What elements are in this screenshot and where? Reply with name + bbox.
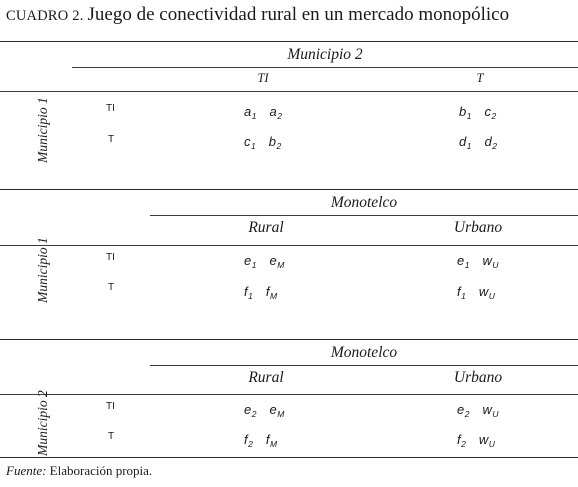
panel2-header: Monotelco xyxy=(330,194,398,211)
panel1-row-group-label: Municipio 1 xyxy=(35,97,50,163)
panel1-row2-col1: $c_1$ $b_2$ xyxy=(244,134,282,151)
panel2-row2-label: T xyxy=(108,282,115,293)
table-caption: Juego de conectividad rural en un mercado monopólico xyxy=(87,4,510,25)
panel2-row1-label: TI xyxy=(106,252,115,263)
panel1-colhead-rule xyxy=(0,91,578,92)
panel1-header-rule xyxy=(72,67,578,68)
panel2-row-group-label: Municipio 1 xyxy=(35,237,50,303)
panel3-row2-col2: $f_2$ $w_U$ xyxy=(457,432,495,449)
panel3-row2-col1: $f_2$ $f_M$ xyxy=(244,432,278,449)
source-text: Elaboración propia. xyxy=(49,463,153,478)
panel2-colhead-rule xyxy=(0,245,578,246)
panel2-top-rule xyxy=(0,189,578,190)
panel2-row1-col2: $e_1$ $w_U$ xyxy=(457,253,499,270)
panel3-colhead-rule xyxy=(0,394,578,395)
panel3-col1-header: Rural xyxy=(248,369,284,386)
source-note xyxy=(6,463,152,479)
source-label: Fuente: xyxy=(6,463,47,478)
panel3-row-group-label: Municipio 2 xyxy=(35,390,50,456)
panel1-header: Municipio 2 xyxy=(287,46,363,63)
panel1-row1-col1: $a_1$ $a_2$ xyxy=(244,104,282,121)
panel1-row1-label: TI xyxy=(106,103,115,114)
panel3-top-rule xyxy=(0,339,578,340)
panel1-col2-header: T xyxy=(476,71,484,85)
table-number: CUADRO 2. xyxy=(6,8,84,24)
table-title xyxy=(6,4,509,26)
panel1-col1-header: TI xyxy=(257,71,269,85)
panel3-row1-col2: $e_2$ $w_U$ xyxy=(457,402,499,419)
top-rule xyxy=(0,41,578,42)
panel2-row2-col1: $f_1$ $f_M$ xyxy=(244,284,278,301)
panel1-row1-col2: $b_1$ $c_2$ xyxy=(459,104,497,121)
panel3-col2-header: Urbano xyxy=(453,369,503,386)
panel3-row2-label: T xyxy=(108,431,115,442)
bottom-rule xyxy=(0,457,578,458)
panel2-col2-header: Urbano xyxy=(453,219,503,236)
panel3-row1-col1: $e_2$ $e_M$ xyxy=(244,402,285,419)
panel2-header-rule xyxy=(150,215,578,216)
panel2-col1-header: Rural xyxy=(248,219,284,236)
panel3-header-rule xyxy=(150,365,578,366)
panel3-header: Monotelco xyxy=(330,344,398,361)
panel2-row1-col1: $e_1$ $e_M$ xyxy=(244,253,285,270)
panel1-row2-label: T xyxy=(108,134,115,145)
panel2-row2-col2: $f_1$ $w_U$ xyxy=(457,284,495,301)
panel3-row1-label: TI xyxy=(106,401,115,412)
panel1-row2-col2: $d_1$ $d_2$ xyxy=(459,134,497,151)
